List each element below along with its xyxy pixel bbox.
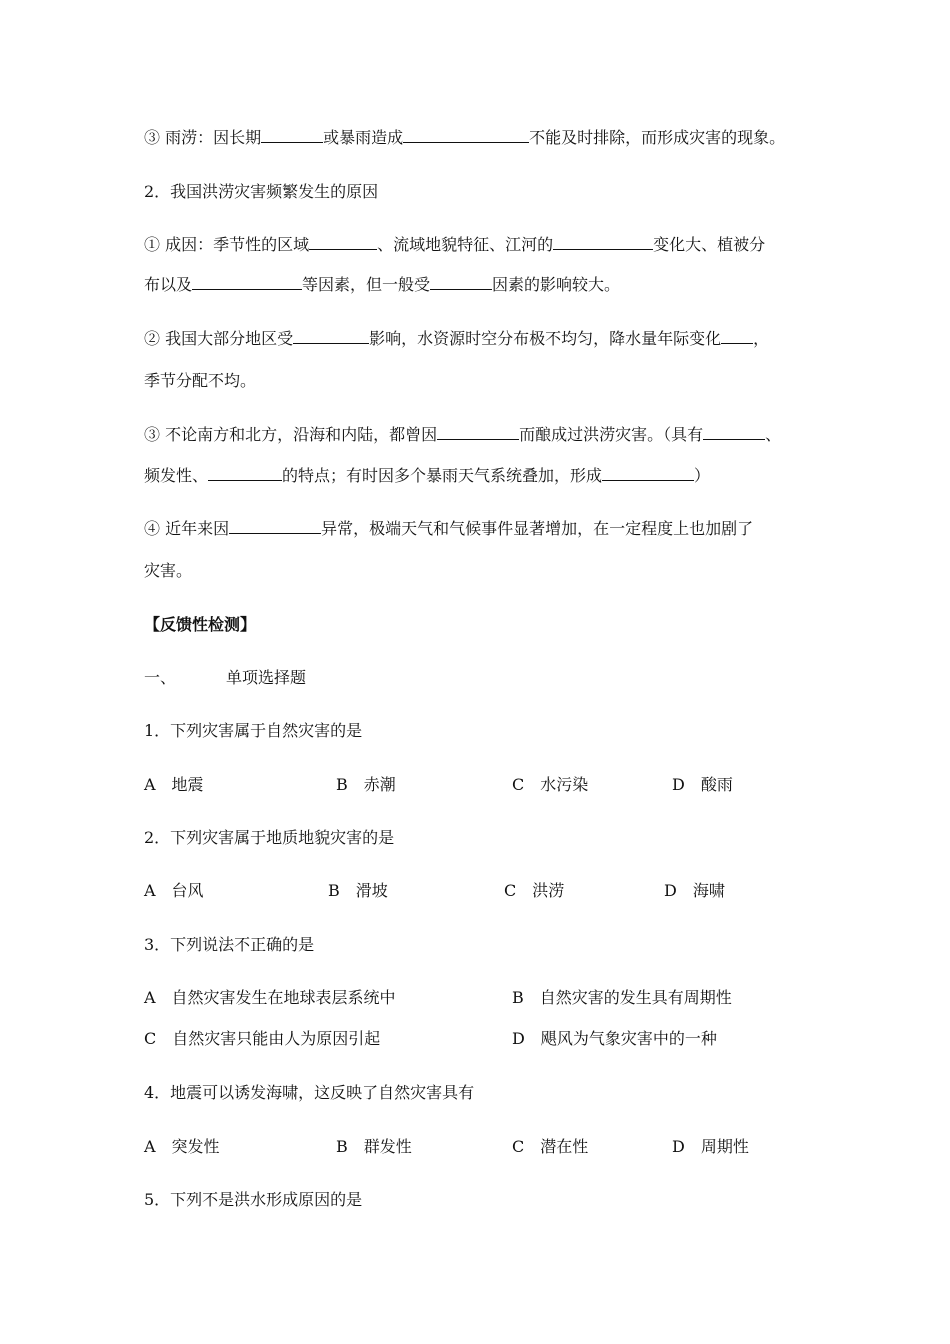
- question-title: 2．我国洪涝灾害频繁发生的原因: [144, 182, 379, 201]
- question-stem: 2．下列灾害属于地质地貌灾害的是: [144, 828, 395, 847]
- option-b[interactable]: B 赤潮: [336, 775, 396, 794]
- text-segment: 异常，极端天气和气候事件显著增加，在一定程度上也加剧了: [321, 519, 754, 538]
- text-segment: 布以及: [144, 275, 193, 294]
- fill-line-cause1-cont: [144, 274, 620, 296]
- question-stem: 3．下列说法不正确的是: [144, 935, 315, 954]
- text-segment: ）: [694, 466, 711, 485]
- text-segment: 、: [765, 425, 782, 444]
- option-d[interactable]: D 酸雨: [672, 775, 733, 794]
- text-segment: 因素的影响较大。: [492, 275, 621, 294]
- fill-line-cause4: [144, 518, 753, 540]
- part-heading: [144, 667, 306, 689]
- blank-field[interactable]: [602, 465, 694, 481]
- option-b[interactable]: B 滑坡: [328, 881, 388, 900]
- blank-field[interactable]: [208, 465, 282, 481]
- text-segment: 等因素，但一般受: [302, 275, 431, 294]
- section-heading: 【反馈性检测】: [144, 615, 257, 634]
- blank-field[interactable]: [703, 424, 765, 440]
- text-segment: 的特点；有时因多个暴雨天气系统叠加，形成: [282, 466, 603, 485]
- fill-line-cause1: [144, 234, 765, 256]
- text-segment: ① 成因：季节性的区域: [144, 235, 310, 254]
- option-d[interactable]: D 飓风为气象灾害中的一种: [512, 1029, 717, 1048]
- blank-field[interactable]: [437, 424, 519, 440]
- text-segment: 影响，水资源时空分布极不均匀，降水量年际变化: [369, 329, 722, 348]
- option-c[interactable]: C 洪涝: [504, 881, 565, 900]
- part-title: 单项选择题: [226, 668, 307, 687]
- option-c[interactable]: C 自然灾害只能由人为原因引起: [144, 1029, 381, 1048]
- text-line: 灾害。: [144, 561, 193, 580]
- option-b[interactable]: B 群发性: [336, 1137, 412, 1156]
- option-a[interactable]: A 地震: [144, 775, 204, 794]
- text-segment: 、流域地貌特征、江河的: [377, 235, 554, 254]
- blank-field[interactable]: [721, 328, 753, 344]
- text-segment: 频发性、: [144, 466, 209, 485]
- blank-field[interactable]: [309, 234, 377, 250]
- text-line: 季节分配不均。: [144, 371, 257, 390]
- fill-line-cause3-cont: [144, 465, 710, 487]
- text-segment: 而酿成过洪涝灾害。（具有: [519, 425, 704, 444]
- option-a[interactable]: A 台风: [144, 881, 204, 900]
- blank-field[interactable]: [293, 328, 369, 344]
- fill-line-item3: [144, 127, 785, 149]
- blank-field[interactable]: [261, 127, 323, 143]
- part-number: 一、: [144, 668, 177, 687]
- option-b[interactable]: B 自然灾害的发生具有周期性: [512, 988, 732, 1007]
- text-segment: 或暴雨造成: [323, 128, 404, 147]
- question-stem: 1．下列灾害属于自然灾害的是: [144, 721, 363, 740]
- option-d[interactable]: D 周期性: [672, 1137, 749, 1156]
- blank-field[interactable]: [430, 274, 492, 290]
- question-stem: 5．下列不是洪水形成原因的是: [144, 1190, 363, 1209]
- blank-field[interactable]: [229, 518, 321, 534]
- fill-line-cause2: [144, 328, 769, 350]
- option-d[interactable]: D 海啸: [664, 881, 725, 900]
- text-segment: 不能及时排除，而形成灾害的现象。: [529, 128, 786, 147]
- text-segment: ② 我国大部分地区受: [144, 329, 294, 348]
- text-segment: ④ 近年来因: [144, 519, 230, 538]
- text-segment: 变化大、植被分: [653, 235, 766, 254]
- option-c[interactable]: C 潜在性: [512, 1137, 589, 1156]
- option-a[interactable]: A 自然灾害发生在地球表层系统中: [144, 988, 396, 1007]
- option-c[interactable]: C 水污染: [512, 775, 589, 794]
- text-segment: ③ 雨涝：因长期: [144, 128, 262, 147]
- blank-field[interactable]: [553, 234, 653, 250]
- text-segment: ，: [753, 329, 770, 348]
- text-segment: ③ 不论南方和北方，沿海和内陆，都曾因: [144, 425, 438, 444]
- blank-field[interactable]: [192, 274, 302, 290]
- blank-field[interactable]: [403, 127, 529, 143]
- option-a[interactable]: A 突发性: [144, 1137, 220, 1156]
- question-stem: 4．地震可以诱发海啸，这反映了自然灾害具有: [144, 1083, 475, 1102]
- fill-line-cause3: [144, 424, 781, 446]
